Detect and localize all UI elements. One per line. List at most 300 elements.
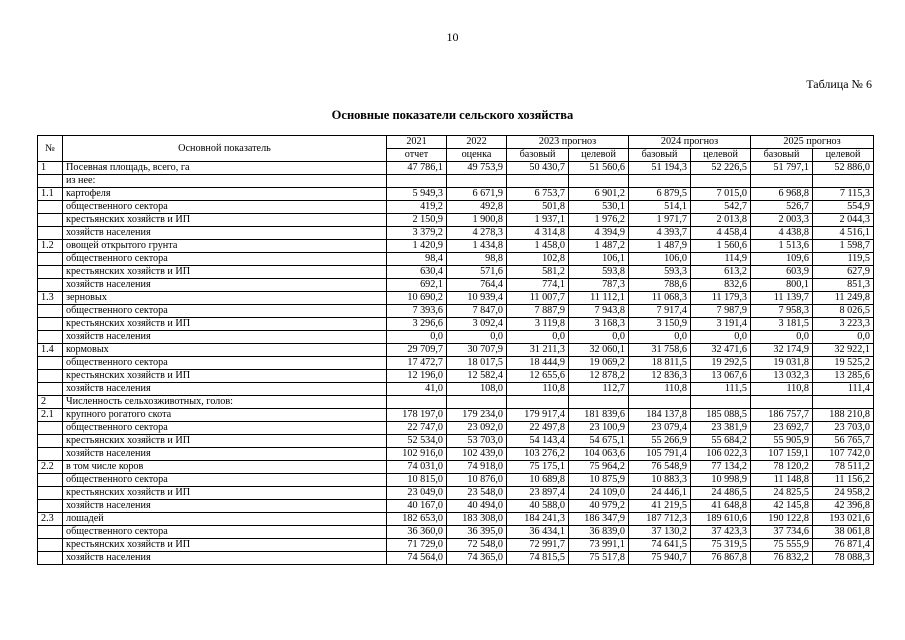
value-cell: 7 987,9: [691, 305, 751, 318]
value-cell: 36 839,0: [569, 526, 629, 539]
value-cell: 4 438,8: [751, 227, 813, 240]
value-cell: 530,1: [569, 201, 629, 214]
value-cell: 6 753,7: [507, 188, 569, 201]
row-indicator: крестьянских хозяйств и ИП: [63, 318, 387, 331]
value-cell: 40 979,2: [569, 500, 629, 513]
row-indicator: крестьянских хозяйств и ИП: [63, 539, 387, 552]
value-cell: 178 197,0: [387, 409, 447, 422]
row-number: [38, 214, 63, 227]
value-cell: 184 137,8: [629, 409, 691, 422]
value-cell: 0,0: [507, 331, 569, 344]
row-number: [38, 370, 63, 383]
value-cell: 184 241,3: [507, 513, 569, 526]
value-cell: 31 758,6: [629, 344, 691, 357]
row-number: [38, 279, 63, 292]
value-cell: 181 839,6: [569, 409, 629, 422]
table-row: [38, 240, 874, 253]
row-indicator: крестьянских хозяйств и ИП: [63, 370, 387, 383]
row-indicator: общественного сектора: [63, 422, 387, 435]
header-no: №: [38, 136, 63, 162]
value-cell: 3 150,9: [629, 318, 691, 331]
value-cell: 32 471,6: [691, 344, 751, 357]
value-cell: 4 394,9: [569, 227, 629, 240]
value-cell: 7 393,6: [387, 305, 447, 318]
value-cell: 24 446,1: [629, 487, 691, 500]
value-cell: 19 031,8: [751, 357, 813, 370]
table-row: [38, 435, 874, 448]
value-cell: 110,8: [629, 383, 691, 396]
value-cell: 31 211,3: [507, 344, 569, 357]
value-cell: [387, 175, 447, 188]
value-cell: 10 875,9: [569, 474, 629, 487]
value-cell: 764,4: [447, 279, 507, 292]
value-cell: 78 088,3: [813, 552, 874, 565]
header-2023: 2023 прогноз: [507, 136, 629, 149]
value-cell: 6 879,5: [629, 188, 691, 201]
value-cell: 74 918,0: [447, 461, 507, 474]
value-cell: 5 949,3: [387, 188, 447, 201]
row-indicator: крестьянских хозяйств и ИП: [63, 435, 387, 448]
row-indicator: Посевная площадь, всего, га: [63, 162, 387, 175]
header-2023-target: целевой: [569, 149, 629, 162]
value-cell: 692,1: [387, 279, 447, 292]
value-cell: 105 791,4: [629, 448, 691, 461]
row-indicator: общественного сектора: [63, 474, 387, 487]
row-indicator: хозяйств населения: [63, 552, 387, 565]
value-cell: 41 648,8: [691, 500, 751, 513]
value-cell: 787,3: [569, 279, 629, 292]
value-cell: 51 194,3: [629, 162, 691, 175]
value-cell: 74 564,0: [387, 552, 447, 565]
value-cell: 627,9: [813, 266, 874, 279]
value-cell: [691, 175, 751, 188]
value-cell: 0,0: [751, 331, 813, 344]
row-number: [38, 500, 63, 513]
value-cell: 11 139,7: [751, 292, 813, 305]
value-cell: 0,0: [691, 331, 751, 344]
value-cell: 24 958,2: [813, 487, 874, 500]
table-row: [38, 526, 874, 539]
value-cell: 4 393,7: [629, 227, 691, 240]
table-row: [38, 474, 874, 487]
table-row: [38, 253, 874, 266]
row-indicator: в том числе коров: [63, 461, 387, 474]
row-number: [38, 253, 63, 266]
value-cell: 76 871,4: [813, 539, 874, 552]
value-cell: 10 998,9: [691, 474, 751, 487]
value-cell: 18 811,5: [629, 357, 691, 370]
row-number: [38, 227, 63, 240]
value-cell: 32 174,9: [751, 344, 813, 357]
value-cell: 24 109,0: [569, 487, 629, 500]
table-row: [38, 266, 874, 279]
value-cell: 1 487,9: [629, 240, 691, 253]
value-cell: 6 671,9: [447, 188, 507, 201]
row-number: [38, 448, 63, 461]
value-cell: 23 092,0: [447, 422, 507, 435]
row-indicator: овощей открытого грунта: [63, 240, 387, 253]
header-2024-target: целевой: [691, 149, 751, 162]
value-cell: 40 588,0: [507, 500, 569, 513]
value-cell: 75 940,7: [629, 552, 691, 565]
row-number: [38, 474, 63, 487]
value-cell: 7 958,3: [751, 305, 813, 318]
value-cell: 7 917,4: [629, 305, 691, 318]
value-cell: 23 049,0: [387, 487, 447, 500]
value-cell: 78 120,2: [751, 461, 813, 474]
value-cell: 10 939,4: [447, 292, 507, 305]
value-cell: [691, 396, 751, 409]
value-cell: 0,0: [447, 331, 507, 344]
value-cell: 851,3: [813, 279, 874, 292]
value-cell: 6 901,2: [569, 188, 629, 201]
value-cell: 75 517,8: [569, 552, 629, 565]
row-indicator: крестьянских хозяйств и ИП: [63, 214, 387, 227]
row-number: 1.4: [38, 344, 63, 357]
value-cell: 0,0: [813, 331, 874, 344]
header-2025: 2025 прогноз: [751, 136, 874, 149]
value-cell: 10 883,3: [629, 474, 691, 487]
value-cell: 514,1: [629, 201, 691, 214]
value-cell: 32 922,1: [813, 344, 874, 357]
value-cell: 52 226,5: [691, 162, 751, 175]
value-cell: 38 061,8: [813, 526, 874, 539]
value-cell: 11 068,3: [629, 292, 691, 305]
value-cell: 11 148,8: [751, 474, 813, 487]
row-indicator: общественного сектора: [63, 305, 387, 318]
value-cell: 800,1: [751, 279, 813, 292]
table-row: [38, 539, 874, 552]
row-indicator: общественного сектора: [63, 357, 387, 370]
value-cell: 788,6: [629, 279, 691, 292]
value-cell: 42 396,8: [813, 500, 874, 513]
value-cell: 12 878,2: [569, 370, 629, 383]
table-row: [38, 175, 874, 188]
header-2024: 2024 прогноз: [629, 136, 751, 149]
table-row: [38, 305, 874, 318]
value-cell: 111,5: [691, 383, 751, 396]
table-row: [38, 383, 874, 396]
value-cell: 71 729,0: [387, 539, 447, 552]
value-cell: 75 319,5: [691, 539, 751, 552]
value-cell: 74 815,5: [507, 552, 569, 565]
table-row: [38, 422, 874, 435]
value-cell: 12 655,6: [507, 370, 569, 383]
value-cell: 1 937,1: [507, 214, 569, 227]
table-row: [38, 370, 874, 383]
row-number: [38, 552, 63, 565]
value-cell: 7 015,0: [691, 188, 751, 201]
row-number: [38, 331, 63, 344]
row-number: [38, 305, 63, 318]
value-cell: 36 360,0: [387, 526, 447, 539]
value-cell: 542,7: [691, 201, 751, 214]
table-row: [38, 552, 874, 565]
value-cell: 77 134,2: [691, 461, 751, 474]
value-cell: 10 815,0: [387, 474, 447, 487]
page-number: 10: [446, 30, 459, 44]
table-row: [38, 214, 874, 227]
value-cell: 3 119,8: [507, 318, 569, 331]
value-cell: 188 210,8: [813, 409, 874, 422]
table-row: [38, 292, 874, 305]
agriculture-table: [37, 135, 874, 565]
value-cell: 37 734,6: [751, 526, 813, 539]
value-cell: [751, 396, 813, 409]
value-cell: 76 867,8: [691, 552, 751, 565]
value-cell: 74 365,0: [447, 552, 507, 565]
value-cell: 49 753,9: [447, 162, 507, 175]
value-cell: 4 314,8: [507, 227, 569, 240]
row-indicator: хозяйств населения: [63, 448, 387, 461]
value-cell: 111,4: [813, 383, 874, 396]
value-cell: 1 458,0: [507, 240, 569, 253]
value-cell: 76 548,9: [629, 461, 691, 474]
value-cell: 107 742,0: [813, 448, 874, 461]
value-cell: 1 434,8: [447, 240, 507, 253]
value-cell: 23 897,4: [507, 487, 569, 500]
value-cell: 55 905,9: [751, 435, 813, 448]
value-cell: 1 560,6: [691, 240, 751, 253]
value-cell: 4 458,4: [691, 227, 751, 240]
table-body: [38, 162, 874, 565]
row-number: [38, 383, 63, 396]
value-cell: 2 044,3: [813, 214, 874, 227]
value-cell: 10 876,0: [447, 474, 507, 487]
value-cell: 3 168,3: [569, 318, 629, 331]
value-cell: 103 276,2: [507, 448, 569, 461]
table-row: [38, 201, 874, 214]
row-indicator: крупного рогатого скота: [63, 409, 387, 422]
table-row: [38, 513, 874, 526]
value-cell: 630,4: [387, 266, 447, 279]
value-cell: 0,0: [569, 331, 629, 344]
value-cell: 75 555,9: [751, 539, 813, 552]
value-cell: 11 156,2: [813, 474, 874, 487]
value-cell: 2 003,3: [751, 214, 813, 227]
value-cell: 4 516,1: [813, 227, 874, 240]
table-row: [38, 396, 874, 409]
row-indicator: Численность сельхозживотных, голов:: [63, 396, 387, 409]
row-indicator: общественного сектора: [63, 526, 387, 539]
value-cell: 1 900,8: [447, 214, 507, 227]
value-cell: 182 653,0: [387, 513, 447, 526]
value-cell: 55 266,9: [629, 435, 691, 448]
value-cell: 19 292,5: [691, 357, 751, 370]
row-number: 2.2: [38, 461, 63, 474]
value-cell: 183 308,0: [447, 513, 507, 526]
value-cell: 108,0: [447, 383, 507, 396]
value-cell: 593,3: [629, 266, 691, 279]
value-cell: 7 847,0: [447, 305, 507, 318]
value-cell: 2 150,9: [387, 214, 447, 227]
value-cell: 102 439,0: [447, 448, 507, 461]
table-row: [38, 448, 874, 461]
value-cell: 112,7: [569, 383, 629, 396]
value-cell: 52 886,0: [813, 162, 874, 175]
value-cell: 50 430,7: [507, 162, 569, 175]
value-cell: 179 917,4: [507, 409, 569, 422]
value-cell: 1 976,2: [569, 214, 629, 227]
value-cell: 37 423,3: [691, 526, 751, 539]
row-number: [38, 175, 63, 188]
row-indicator: хозяйств населения: [63, 331, 387, 344]
table-row: [38, 344, 874, 357]
value-cell: 22 497,8: [507, 422, 569, 435]
row-number: [38, 266, 63, 279]
header-indicator: Основной показатель: [63, 136, 387, 162]
table-row: [38, 318, 874, 331]
value-cell: 32 060,1: [569, 344, 629, 357]
value-cell: 0,0: [387, 331, 447, 344]
value-cell: 17 472,7: [387, 357, 447, 370]
value-cell: 11 007,7: [507, 292, 569, 305]
value-cell: 12 582,4: [447, 370, 507, 383]
header-2025-target: целевой: [813, 149, 874, 162]
value-cell: 78 511,2: [813, 461, 874, 474]
row-indicator: хозяйств населения: [63, 500, 387, 513]
value-cell: 41 219,5: [629, 500, 691, 513]
row-indicator: общественного сектора: [63, 253, 387, 266]
value-cell: 109,6: [751, 253, 813, 266]
value-cell: 24 486,5: [691, 487, 751, 500]
table-row: [38, 162, 874, 175]
value-cell: 8 026,5: [813, 305, 874, 318]
value-cell: 36 434,1: [507, 526, 569, 539]
value-cell: 42 145,8: [751, 500, 813, 513]
value-cell: 107 159,1: [751, 448, 813, 461]
row-indicator: хозяйств населения: [63, 227, 387, 240]
value-cell: 54 143,4: [507, 435, 569, 448]
value-cell: 554,9: [813, 201, 874, 214]
value-cell: 190 122,8: [751, 513, 813, 526]
value-cell: 3 223,3: [813, 318, 874, 331]
value-cell: 40 494,0: [447, 500, 507, 513]
value-cell: 613,2: [691, 266, 751, 279]
header-2021: 2021: [387, 136, 447, 149]
row-indicator: крестьянских хозяйств и ИП: [63, 487, 387, 500]
value-cell: 593,8: [569, 266, 629, 279]
value-cell: 19 069,2: [569, 357, 629, 370]
value-cell: [813, 396, 874, 409]
value-cell: 98,8: [447, 253, 507, 266]
value-cell: 54 675,1: [569, 435, 629, 448]
value-cell: 23 703,0: [813, 422, 874, 435]
value-cell: 3 092,4: [447, 318, 507, 331]
value-cell: 193 021,6: [813, 513, 874, 526]
table-row: [38, 500, 874, 513]
value-cell: 179 234,0: [447, 409, 507, 422]
value-cell: 72 991,7: [507, 539, 569, 552]
value-cell: 4 278,3: [447, 227, 507, 240]
value-cell: 51 797,1: [751, 162, 813, 175]
value-cell: 7 115,3: [813, 188, 874, 201]
value-cell: 19 525,2: [813, 357, 874, 370]
value-cell: 1 420,9: [387, 240, 447, 253]
value-cell: 187 712,3: [629, 513, 691, 526]
value-cell: [629, 175, 691, 188]
value-cell: 603,9: [751, 266, 813, 279]
row-indicator: картофеля: [63, 188, 387, 201]
value-cell: 501,8: [507, 201, 569, 214]
value-cell: 53 703,0: [447, 435, 507, 448]
value-cell: 29 709,7: [387, 344, 447, 357]
value-cell: 571,6: [447, 266, 507, 279]
value-cell: 75 964,2: [569, 461, 629, 474]
table-row: [38, 461, 874, 474]
value-cell: 13 032,3: [751, 370, 813, 383]
value-cell: 492,8: [447, 201, 507, 214]
value-cell: 12 196,0: [387, 370, 447, 383]
table-row: [38, 188, 874, 201]
value-cell: 185 088,5: [691, 409, 751, 422]
value-cell: [507, 175, 569, 188]
value-cell: 30 707,9: [447, 344, 507, 357]
value-cell: 186 757,7: [751, 409, 813, 422]
row-indicator: из нее:: [63, 175, 387, 188]
value-cell: 102,8: [507, 253, 569, 266]
value-cell: 37 130,2: [629, 526, 691, 539]
value-cell: 0,0: [629, 331, 691, 344]
value-cell: 51 560,6: [569, 162, 629, 175]
value-cell: [569, 175, 629, 188]
value-cell: 13 067,6: [691, 370, 751, 383]
row-number: [38, 487, 63, 500]
value-cell: 76 832,2: [751, 552, 813, 565]
value-cell: 1 971,7: [629, 214, 691, 227]
value-cell: 6 968,8: [751, 188, 813, 201]
value-cell: 581,2: [507, 266, 569, 279]
row-number: [38, 201, 63, 214]
row-number: [38, 357, 63, 370]
value-cell: 56 765,7: [813, 435, 874, 448]
value-cell: 119,5: [813, 253, 874, 266]
row-number: [38, 318, 63, 331]
header-2022: 2022: [447, 136, 507, 149]
value-cell: 74 031,0: [387, 461, 447, 474]
value-cell: 23 381,9: [691, 422, 751, 435]
value-cell: 106 022,3: [691, 448, 751, 461]
row-indicator: зерновых: [63, 292, 387, 305]
value-cell: 18 444,9: [507, 357, 569, 370]
value-cell: [751, 175, 813, 188]
value-cell: 10 689,8: [507, 474, 569, 487]
value-cell: 23 692,7: [751, 422, 813, 435]
row-number: [38, 526, 63, 539]
value-cell: 55 684,2: [691, 435, 751, 448]
table-row: [38, 357, 874, 370]
value-cell: 3 191,4: [691, 318, 751, 331]
value-cell: 1 513,6: [751, 240, 813, 253]
value-cell: 774,1: [507, 279, 569, 292]
value-cell: [447, 175, 507, 188]
table-row: [38, 487, 874, 500]
row-number: [38, 422, 63, 435]
row-indicator: хозяйств населения: [63, 279, 387, 292]
value-cell: 13 285,6: [813, 370, 874, 383]
value-cell: 47 786,1: [387, 162, 447, 175]
value-cell: [447, 396, 507, 409]
value-cell: 23 100,9: [569, 422, 629, 435]
value-cell: 11 249,8: [813, 292, 874, 305]
header-2025-base: базовый: [751, 149, 813, 162]
value-cell: 11 179,3: [691, 292, 751, 305]
value-cell: 52 534,0: [387, 435, 447, 448]
value-cell: 3 296,6: [387, 318, 447, 331]
value-cell: 102 916,0: [387, 448, 447, 461]
value-cell: 7 887,9: [507, 305, 569, 318]
value-cell: [387, 396, 447, 409]
